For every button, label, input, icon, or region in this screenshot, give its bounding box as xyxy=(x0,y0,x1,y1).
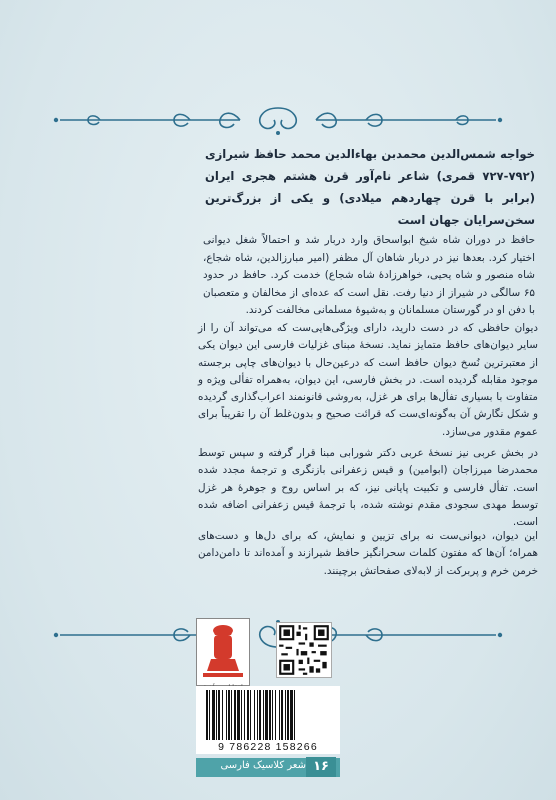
barcode-bar xyxy=(257,690,258,740)
barcode-bar xyxy=(250,690,251,740)
biography-paragraph: حافظ در دوران شاه شیخ ابواسحاق وارد دربار شد و احتمالاً شغل دیوانی اختیار کرد. بعدها نیز در دربار شاهان آل مظفر (امیر مبارزالدین، شاه شجاع، شاه منصور و شاه یحیی، خواهرزادهٔ شاه شجاع) خدمت کرد. حافظ در حدود ۶۵ سالگی در شیراز از دنیا رفت. نقل است که عده‌ای از مخالفان و متعصبان با دفن او در گورستان مسلمانان و به‌شیوهٔ مسلمانی مخالفت کردند. xyxy=(203,234,535,316)
barcode-bar xyxy=(269,690,271,740)
barcode-bar xyxy=(281,690,283,740)
barcode-bar xyxy=(212,690,215,740)
barcode-bar xyxy=(216,690,217,740)
barcode-bar xyxy=(222,690,223,740)
barcode-bar xyxy=(294,690,295,740)
barcode-bars xyxy=(196,686,340,742)
barcode-bar xyxy=(218,690,220,740)
series-number: ۱۶ xyxy=(306,757,336,777)
barcode-bar xyxy=(234,690,236,740)
barcode-bar xyxy=(285,690,286,740)
barcode-bar xyxy=(226,690,227,740)
barcode-bar xyxy=(206,690,208,740)
series-label: شعر کلاسیک فارسی xyxy=(220,760,306,771)
barcode-bar xyxy=(275,690,276,740)
barcode-bar xyxy=(244,690,245,740)
barcode-bar xyxy=(231,690,232,740)
description-paragraph-1: دیوان حافظی که در دست دارید، دارای ویژگی‌هایی‌ست که می‌تواند آن را از سایر دیوان‌های حافظ متمایز نماید. نسخهٔ مبنای غزلیات فارسی این دیوان یکی از معتبرترین نُسخ دیوان حافظ است که درعین‌حال با دیوان‌های چاپی برجسته موجود مقابله گردیده است. در بخش فارسی، این دیوان، به‌همراه تفألی ویژه و متفاوت با بسیاری تفأل‌ها برای هر غزل، به‌روشی قانونمند اعراب‌گذاری گردیده و شکل نگارش آن به‌گونه‌ای‌ست که قرائت صحیح و بدون‌غلط آن را تقریباً برای عموم مقدور می‌سازد. xyxy=(198,322,538,438)
description-paragraph-2: در بخش عربی نیز نسخهٔ عربی دکتر شورابی مبنا قرار گرفته و سپس توسط محمدرضا میرزاجان (ابوامین) و قیس زعفرانی بازنگری و ترجمهٔ مجدد شده است. تفأل فارسی و تکبیت پایانی نیز، که بر اساس روح و جوهرهٔ هر غزل توسط مهدی سجودی مقدم نوشته شده، با ترجمهٔ قیس زعفرانی اضافه شده است. xyxy=(198,447,538,529)
publisher-logo xyxy=(196,618,250,686)
barcode-bar xyxy=(265,690,268,740)
barcode-bar xyxy=(259,690,261,740)
barcode-bar xyxy=(254,690,255,740)
qr-code xyxy=(276,622,332,678)
barcode-bar xyxy=(241,690,242,740)
barcode-bar xyxy=(263,690,264,740)
top-ornament-divider xyxy=(0,100,556,140)
barcode-bar xyxy=(279,690,280,740)
isbn-number: 9 786228 158266 xyxy=(196,741,340,754)
barcode-bar xyxy=(228,690,230,740)
barcode-bar xyxy=(272,690,273,740)
barcode xyxy=(196,686,340,742)
barcode-bar xyxy=(209,690,210,740)
barcode-bar xyxy=(290,690,293,740)
barcode-bar xyxy=(247,690,249,740)
barcode-bar xyxy=(237,690,240,740)
description-paragraph-3: این دیوان، دیوانی‌ست نه برای تزیین و نمایش، که برای دل‌ها و دست‌های همراه؛ آن‌ها که مفتون کلمات سحرانگیز حافظ شیرازند و آمده‌اند تا دامن‌دامن خرمن خرم و پربرکت از لابه‌لای صفحاتش برچینند. xyxy=(198,530,538,577)
barcode-bar xyxy=(287,690,289,740)
intro-paragraph: خواجه شمس‌الدین محمدبن بهاءالدین محمد حافظ شیرازی (۷۹۲-۷۲۷ قمری) شاعر نام‌آور قرن هشتم هجری ایران (برابر با قرن چهاردهم میلادی) و یکی از بزرگ‌ترین سخن‌سرایان جهان است xyxy=(205,147,535,227)
